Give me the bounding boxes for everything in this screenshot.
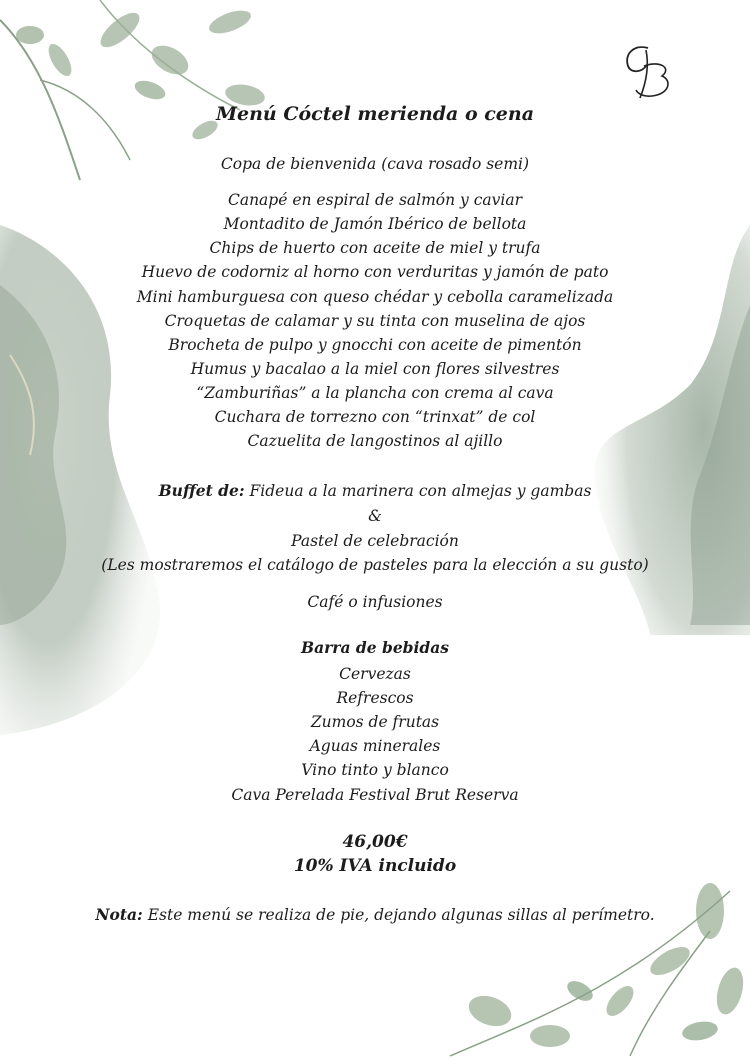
canape-item: Cuchara de torrezno con “trinxat” de col: [214, 408, 536, 426]
canape-item: Mini hamburguesa con queso chédar y cebolla caramelizada: [136, 288, 614, 306]
drink-item: Vino tinto y blanco: [301, 761, 449, 779]
menu-title: Menú Cóctel merienda o cena: [215, 103, 535, 125]
note-label: Nota:: [95, 905, 143, 924]
drink-item: Zumos de frutas: [310, 713, 440, 731]
canape-item: “Zamburiñas” a la plancha con crema al cava: [196, 384, 554, 402]
buffet-line: [0, 479, 750, 503]
cake-note: (Les mostraremos el catálogo de pasteles para la elección a su gusto): [101, 556, 649, 574]
note-line: [0, 903, 750, 927]
note-text: Este menú se realiza de pie, dejando algunas sillas al perímetro.: [142, 906, 655, 924]
price: 46,00€: [342, 832, 408, 852]
drink-item: Aguas minerales: [309, 737, 441, 755]
drink-item: Refrescos: [336, 689, 414, 707]
vat-note: 10% IVA incluido: [293, 856, 457, 876]
canape-item: Montadito de Jamón Ibérico de bellota: [223, 215, 527, 233]
drink-item: Cava Perelada Festival Brut Reserva: [231, 786, 519, 804]
canape-item: Canapé en espiral de salmón y caviar: [227, 191, 523, 209]
buffet-dish: Fideua a la marinera con almejas y gambas: [244, 482, 592, 500]
coffee: Café o infusiones: [307, 593, 443, 611]
cake: Pastel de celebración: [291, 532, 459, 550]
monogram-logo: [620, 40, 680, 109]
canape-item: Cazuelita de langostinos al ajillo: [247, 432, 503, 450]
canape-item: Brocheta de pulpo y gnocchi con aceite de pimentón: [168, 336, 582, 354]
canape-item: Huevo de codorniz al horno con verduritas y jamón de pato: [141, 263, 609, 281]
canape-item: Croquetas de calamar y su tinta con muselina de ajos: [164, 312, 586, 330]
canape-item: Humus y bacalao a la miel con flores silvestres: [190, 360, 560, 378]
bar-title: Barra de bebidas: [300, 638, 450, 657]
ampersand: &: [368, 507, 382, 525]
buffet-label: Buffet de:: [158, 481, 245, 500]
canape-item: Chips de huerto con aceite de miel y trufa: [209, 239, 541, 257]
welcome-drink: Copa de bienvenida (cava rosado semi): [220, 155, 530, 173]
drink-item: Cervezas: [339, 665, 411, 683]
